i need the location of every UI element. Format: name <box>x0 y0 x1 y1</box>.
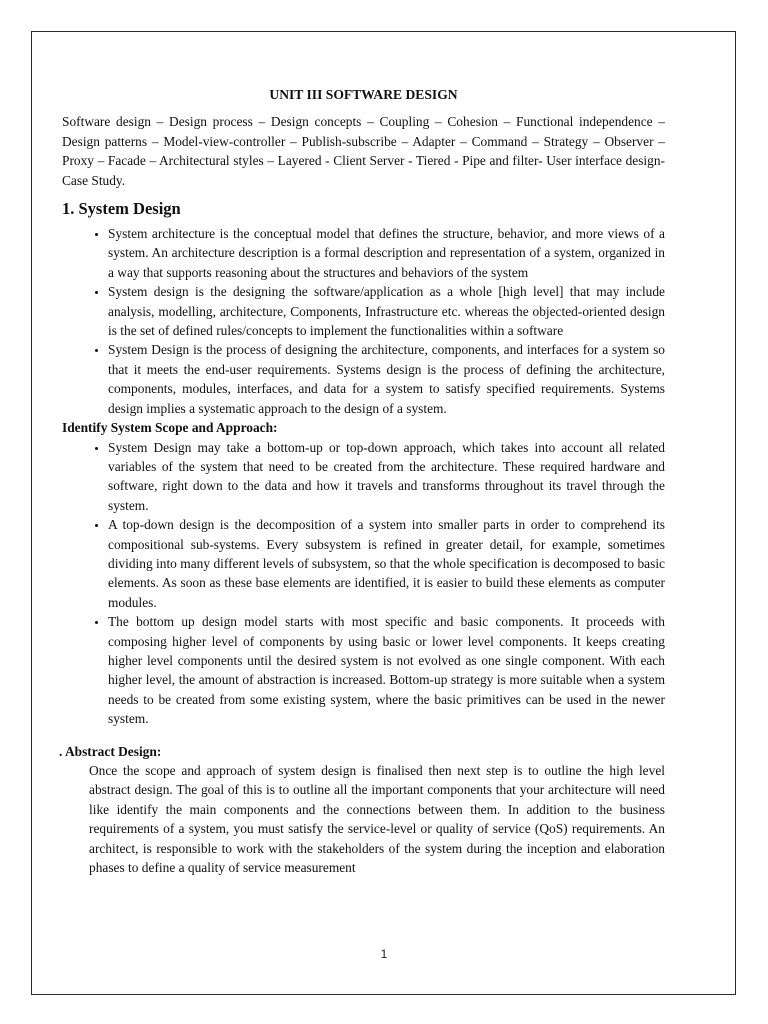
system-design-list <box>62 224 665 418</box>
section-heading-system-design: 1. System Design <box>62 199 181 219</box>
unit-title: UNIT III SOFTWARE DESIGN <box>269 87 458 102</box>
abstract-design-heading: . Abstract Design: <box>59 743 162 759</box>
page-number: 1 <box>380 947 388 961</box>
list-item: • The bottom up design model starts with most specific and basic components. It proceeds with composing higher level of components by using basic or lower level components. It keeps creating higher level components until the desired system is not evolved as one single component. With each higher level, the amount of abstraction is increased. Bottom-up strategy is more suitable when a system needs to be created from some existing system, where the basic primitives can be used in the newer system. <box>108 612 665 728</box>
scope-heading: Identify System Scope and Approach: <box>62 420 278 436</box>
list-item: • System design is the designing the software/application as a whole [high level] that may include analysis, modelling, architecture, Components, Infrastructure etc. whereas the objected-oriented design is the set of defined rules/concepts to implement the functionalities within a software <box>108 282 665 340</box>
abstract-design-paragraph: Once the scope and approach of system design is finalised then next step is to outline the high level abstract design. The goal of this is to outline all the important components that your architecture will need like identify the main components and the connections between them. In addition to the business requirements of a system, you must satisfy the service-level or quality of service (QoS) requirements. An architect, is responsible to work with the stakeholders of the system during the inception and elaboration phases to define a quality of service measurement <box>89 763 665 876</box>
document-body <box>59 30 665 877</box>
list-item: • System Design is the process of designing the architecture, components, and interfaces for a system so that it meets the end-user requirements. Systems design is the process of defining the architecture, components, modules, interfaces, and data for a system to satisfy specified requirements. Systems design implies a systematic approach to the design of a system. <box>108 340 665 418</box>
syllabus-paragraph: Software design – Design process – Design concepts – Coupling – Cohesion – Functional independence – Design patterns – Model-view-controller – Publish-subscribe – Adapter – Command – Strategy – Observer – Proxy – Facade – Architectural styles – Layered - Client Server - Tiered - Pipe and filter- User interface design-Case Study. <box>62 114 665 188</box>
list-item: • System architecture is the conceptual model that defines the structure, behavior, and more views of a system. An architecture description is a formal description and representation of a system, organized in a way that supports reasoning about the structures and behaviors of the system <box>108 224 665 282</box>
list-item: • System Design may take a bottom-up or top-down approach, which takes into account all related variables of the system that need to be created from the architecture. These required hardware and software, right down to the data and how it travels and transforms throughout its travel through the system. <box>108 438 665 516</box>
scope-list <box>62 438 665 729</box>
list-item: • A top-down design is the decomposition of a system into smaller parts in order to comprehend its compositional sub-systems. Every subsystem is refined in greater detail, for example, sometimes dividing into many different levels of subsystem, so that the whole specification is decomposed to basic elements. As soon as these base elements are identified, it is easier to build these elements as computer modules. <box>108 515 665 612</box>
